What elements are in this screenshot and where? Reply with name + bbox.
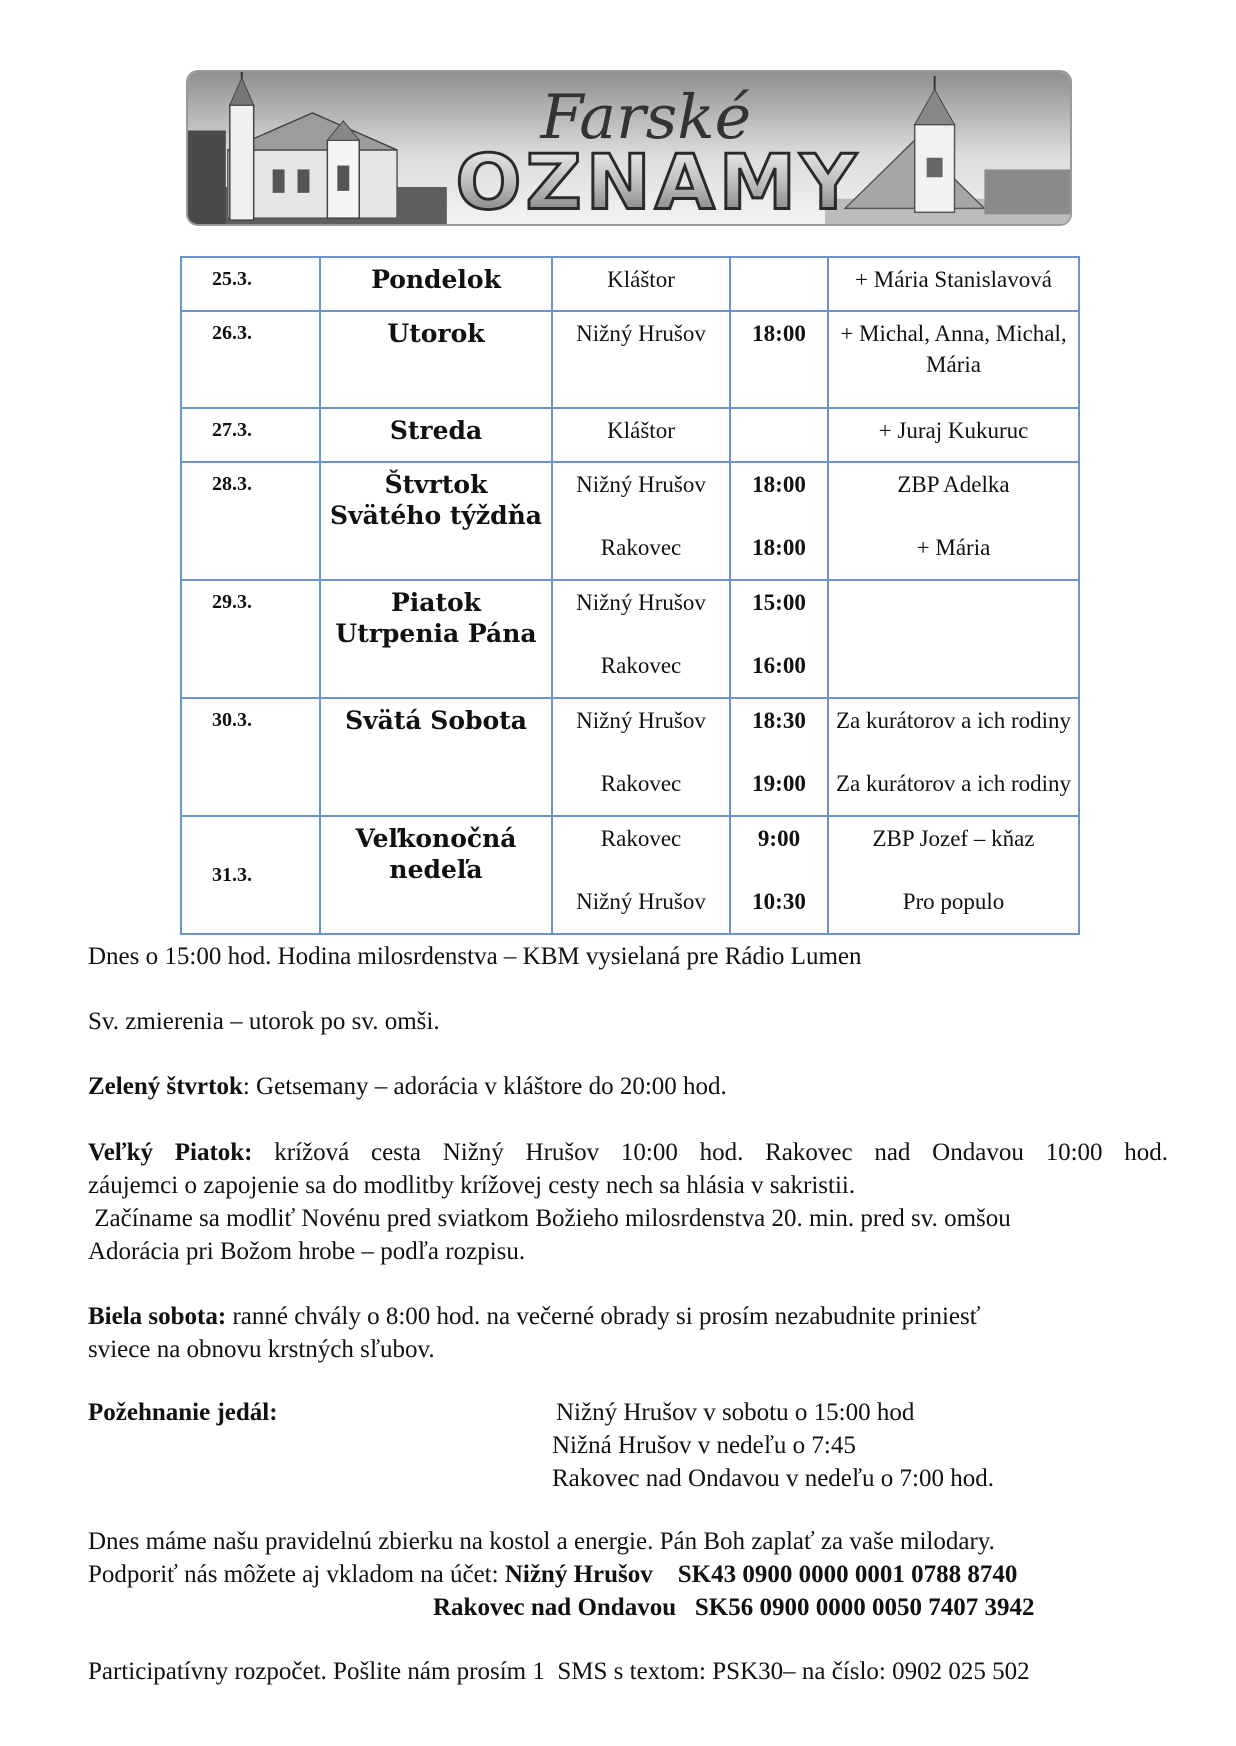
intention-1: ZBP Adelka [897,472,1010,497]
time-cell [730,580,828,698]
time-1: 9:00 [757,826,801,851]
place-2: Rakovec [600,653,682,678]
food-blessing-label: Požehnanie jedál: [88,1399,278,1426]
day-name: Štvrtok [384,470,488,499]
collection-text-2: Podporiť nás môžete aj vkladom na účet: [88,1561,505,1588]
holy-thursday-text: : Getsemany – adorácia v kláštore do 20:00 hod. [242,1073,727,1100]
place-1: Nižný Hrušov [576,708,706,733]
intention-cell [828,462,1079,580]
good-friday-text-4: Adorácia pri Božom hrobe – podľa rozpisu. [88,1238,526,1265]
day-cell [320,580,552,698]
table-row [181,698,1079,816]
table-row [181,311,1079,408]
place-cell [552,816,730,934]
place-cell: Kláštor [552,408,730,462]
banner-script-word: Farské [540,82,752,154]
holy-saturday-label: Biela sobota: [88,1303,227,1330]
intention-cell [828,698,1079,816]
good-friday-text-2: záujemci o zapojenie sa do modlitby krížovej cesty nech sa hlásia v sakristii. [88,1172,856,1199]
intention-cell: + Juraj Kukuruc [828,408,1079,462]
intention-1: ZBP Jozef – kňaz [872,826,1035,851]
collection-text-1: Dnes máme našu pravidelnú zbierku na kostol a energie. Pán Boh zaplať za vaše milodary. [88,1528,995,1555]
place-cell [552,698,730,816]
holy-saturday-text-1: ranné chvály o 8:00 hod. na večerné obrady si prosím nezabudnite priniesť [226,1303,981,1330]
time-cell [730,698,828,816]
food-blessing-2: Nižná Hrušov v nedeľu o 7:45 [552,1432,856,1459]
good-friday-label: Veľký Piatok: [88,1139,253,1166]
food-blessing-1: Nižný Hrušov v sobotu o 15:00 hod [556,1399,915,1426]
time-2: 19:00 [752,771,806,796]
date-cell: 31.3. [181,816,320,934]
time-cell [730,408,828,462]
table-row [181,816,1079,934]
day-cell [320,462,552,580]
place-2: Rakovec [600,535,682,560]
time-cell [730,257,828,311]
announcement-confession: Sv. zmierenia – utorok po sv. omši. [88,1008,440,1035]
holy-thursday-label: Zelený štvrtok [88,1073,243,1100]
place-1: Nižný Hrušov [576,472,706,497]
good-friday-text-1: krížová cesta Nižný Hrušov 10:00 hod. Rakovec nad Ondavou 10:00 hod. [252,1139,1169,1166]
header-banner [186,70,1072,226]
place-cell [552,462,730,580]
intention-cell: + Michal, Anna, Michal, Mária [828,311,1079,408]
intention-2: Pro populo [902,889,1005,914]
announcement-holy-saturday [88,1300,1168,1366]
time-cell [730,462,828,580]
bank-account-2: Rakovec nad Ondavou SK56 0900 0000 0050 7407 3942 [433,1594,1035,1621]
time-2: 18:00 [752,535,806,560]
day-subtitle: Utrpenia Pána [335,619,537,648]
place-cell: Kláštor [552,257,730,311]
time-2: 16:00 [752,653,806,678]
day-cell: Utorok [320,311,552,408]
banner-block-word: OZNAMY [455,139,861,224]
time-1: 18:00 [752,472,806,497]
date-cell: 29.3. [181,580,320,698]
intention-cell [828,816,1079,934]
place-cell [552,580,730,698]
announcement-holy-thursday [88,1070,1168,1103]
table-row [181,257,1079,311]
time-1: 15:00 [752,590,806,615]
place-2: Nižný Hrušov [576,889,706,914]
time-1: 18:30 [752,708,806,733]
holy-saturday-text-2: sviece na obnovu krstných sľubov. [88,1336,435,1363]
day-name: Veľkonočná [355,824,517,853]
announcement-mercy-hour: Dnes o 15:00 hod. Hodina milosrdenstva – KBM vysielaná pre Rádio Lumen [88,943,862,970]
date-cell: 25.3. [181,257,320,311]
intention-2: Za kurátorov a ich rodiny [835,771,1072,796]
table-row [181,462,1079,580]
day-subtitle: Svätého týždňa [330,501,542,530]
intention-1: Za kurátorov a ich rodiny [835,708,1072,733]
day-name: Piatok [390,588,482,617]
table-row [181,408,1079,462]
date-cell: 28.3. [181,462,320,580]
place-cell: Nižný Hrušov [552,311,730,408]
announcement-food-blessing [88,1396,1168,1496]
intention-cell: + Mária Stanislavová [828,257,1079,311]
announcement-collection [88,1525,1168,1624]
date-cell: 26.3. [181,311,320,408]
date-cell: 30.3. [181,698,320,816]
table-row [181,580,1079,698]
place-2: Rakovec [600,771,682,796]
day-cell [320,816,552,934]
time-2: 10:30 [752,889,806,914]
place-1: Rakovec [600,826,682,851]
bank-account-1: Nižný Hrušov SK43 0900 0000 0001 0788 8740 [504,1561,1018,1588]
announcement-participatory-budget: Participatívny rozpočet. Pošlite nám prosím 1 SMS s textom: PSK30– na číslo: 0902 025 502 [88,1658,1030,1685]
time-cell [730,816,828,934]
day-cell: Pondelok [320,257,552,311]
mass-schedule-table [180,256,1080,935]
food-blessing-3: Rakovec nad Ondavou v nedeľu o 7:00 hod. [552,1465,995,1492]
intention-cell [828,580,1079,698]
place-1: Nižný Hrušov [576,590,706,615]
church-banner-image [188,72,1070,224]
intention-2: + Mária [916,535,991,560]
date-cell: 27.3. [181,408,320,462]
good-friday-text-3: Začíname sa modliť Novénu pred sviatkom Božieho milosrdenstva 20. min. pred sv. omšou [88,1205,1011,1232]
day-cell: Streda [320,408,552,462]
time-cell: 18:00 [730,311,828,408]
day-subtitle: nedeľa [389,855,483,884]
announcement-good-friday [88,1136,1168,1268]
day-cell: Svätá Sobota [320,698,552,816]
